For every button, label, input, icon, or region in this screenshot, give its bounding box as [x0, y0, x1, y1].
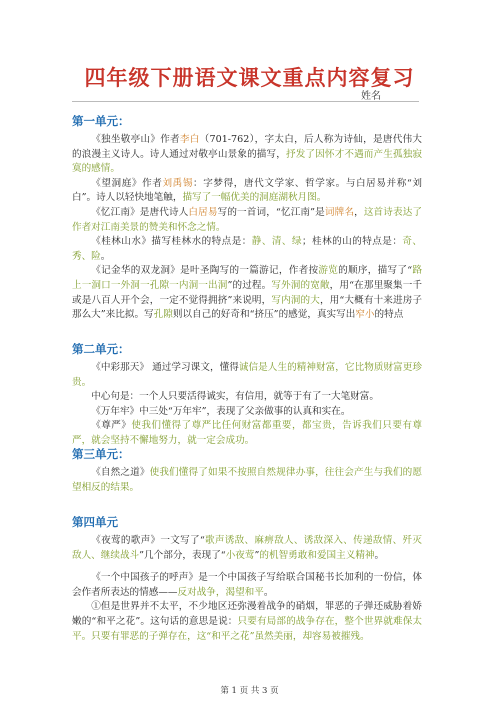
text-run: ”几个部分，表现了“	[139, 549, 226, 561]
text-run: ①但是世界并不太平，不少地区还弥漫着战争的硝烟，罪恶的子弹还威胁着娇嫩的“和平之花”。这句话的意思是说：	[72, 601, 422, 627]
highlighted-text: 游览	[318, 265, 339, 277]
page-footer: 第 1 页 共 3 页	[220, 686, 279, 696]
title-divider	[72, 101, 419, 102]
highlighted-text: 使我们懂得了尊严比任何财富都重要，都宝贵，告诉我们只要有尊严，就会坚持不懈地努力，就一定会成功。	[72, 420, 423, 446]
text-run: 。	[100, 250, 111, 262]
highlighted-text: 路上一洞口一外洞一孔隙一内洞一出洞	[72, 265, 423, 291]
highlighted-text: 写内洞的大	[271, 294, 320, 306]
paragraph	[72, 405, 422, 420]
text-run: 写的一首词，“忆江南”是	[217, 206, 325, 218]
highlighted-text: 奇、秀、险	[72, 236, 423, 262]
text-run: 《忆江南》是唐代诗人	[91, 206, 189, 218]
unit-4-section	[72, 514, 422, 644]
highlighted-text: 反对战争，渴望和平	[177, 586, 264, 598]
text-run: 《独坐敬亭山》作者	[91, 134, 180, 145]
text-run: 《夜莺的歌声》一文写了“	[91, 535, 205, 546]
unit-2-section	[72, 341, 422, 449]
paragraph	[72, 571, 422, 600]
text-run: 。	[263, 586, 274, 598]
unit-1-section	[72, 113, 422, 323]
paragraph	[72, 235, 422, 264]
highlighted-text: 歌声诱敌、麻痹敌人、诱敌深入、传递敌情、歼灭敌人、继续战斗	[72, 535, 423, 561]
unit-heading: 第二单元：	[72, 342, 130, 356]
text-run: 的特点	[374, 309, 404, 321]
unit-heading: 第三单元：	[72, 447, 130, 461]
highlighted-text: 的机智勇敢和爱国主义精神	[259, 549, 375, 561]
unit-heading: 第四单元	[72, 515, 118, 529]
emphasized-name: 窄小	[355, 309, 375, 321]
paragraph	[72, 419, 422, 448]
paragraph	[72, 390, 422, 405]
text-run: ，用“大概有十来进房子那么大”来比拟。写	[72, 294, 423, 321]
unit-3-section	[72, 446, 422, 495]
highlighted-text: 抒发了因怀才不遇而产生孤独寂寞的感情。	[72, 148, 423, 175]
emphasized-name: 刘禹锡	[162, 177, 194, 189]
paragraph	[72, 133, 422, 177]
text-run: 《中彩那天》 通过学习课文，懂得	[91, 362, 239, 373]
highlighted-text: 静、清、绿	[251, 236, 302, 248]
paragraph	[72, 466, 422, 495]
text-run: 《望洞庭》作者	[91, 177, 163, 189]
text-run: 的顺序，描写了“	[338, 265, 413, 277]
text-run: ：字梦得，唐代文学家、哲学家。与白居易并称“刘白”。诗人以轻快地笔触，	[72, 177, 423, 204]
text-run: 《万年牢》中三处“万年牢”，表现了父亲做事的认真和实在。	[91, 405, 351, 417]
name-field	[361, 87, 419, 102]
highlighted-text: 写外洞的宽敞	[271, 279, 330, 291]
text-run: ”的过程。	[227, 279, 272, 291]
name-label: 姓名	[361, 91, 381, 102]
emphasized-name: 李白	[179, 134, 200, 145]
emphasized-name: 白居易	[188, 206, 218, 218]
highlighted-text: 使我们懂得了如果不按照自然规律办事，往往会产生与我们的愿望相反的结果。	[72, 467, 423, 493]
paragraph	[72, 361, 422, 390]
text-run: 《桂林山水》描写桂林水的特点是：	[91, 236, 252, 248]
text-run: ；桂林的山的特点是：	[302, 236, 403, 248]
highlighted-text: 描写了一幅优美的洞庭湖秋月图。	[182, 192, 327, 204]
highlighted-text: 诚信是人生的精神财富，它比物质财富更珍贵。	[72, 362, 422, 388]
highlighted-text: 小夜莺	[225, 549, 255, 561]
paragraph	[72, 264, 422, 322]
text-run: （701-762），字太白，后人称为诗仙，是唐代伟大的浪漫主义诗人。诗人通过对敬亭山景象的描写，	[72, 134, 423, 160]
paragraph	[72, 206, 422, 235]
page-title: 四年级下册语文课文重点内容复习	[84, 66, 415, 90]
paragraph	[72, 600, 422, 644]
highlighted-text: 只要有局部的战争存在，整个世界就难保太平。只要有罪恶的子弹存在，这“和平之花”虽然美丽，却容易被摧残。	[72, 615, 422, 642]
text-run: 《自然之道》	[91, 467, 150, 478]
text-run: ，用“在那里聚集一千或是八百人开个会，一定不觉得拥挤”来说明，	[72, 279, 423, 306]
highlighted-text: 孔隙	[153, 309, 173, 321]
emphasized-name: 词牌名	[324, 206, 355, 218]
paragraph	[72, 177, 422, 206]
text-run: 。	[374, 549, 385, 561]
text-run: 《一个中国孩子的呼声》是一个中国孩子写给联合国秘书长加利的一份信，体会作者所表达的情感——	[72, 572, 422, 598]
paragraph	[72, 534, 422, 563]
text-run: ”	[254, 549, 260, 561]
text-run: 《尊严》	[91, 420, 132, 432]
unit-heading: 第一单元：	[72, 114, 130, 128]
text-run: 中心句是：一个人只要活得诚实，有信用，就等于有了一大笔财富。	[91, 391, 379, 403]
text-run: 则以自己的好奇和“挤压”的感觉，真实写出	[172, 309, 356, 321]
text-run: ，	[354, 206, 364, 218]
text-run: 《记金华的双龙洞》是叶圣陶写的一篇游记，作者按	[91, 265, 319, 277]
highlighted-text: 这首诗表达了作者对江南美景的赞美和怀念之情。	[72, 206, 423, 233]
